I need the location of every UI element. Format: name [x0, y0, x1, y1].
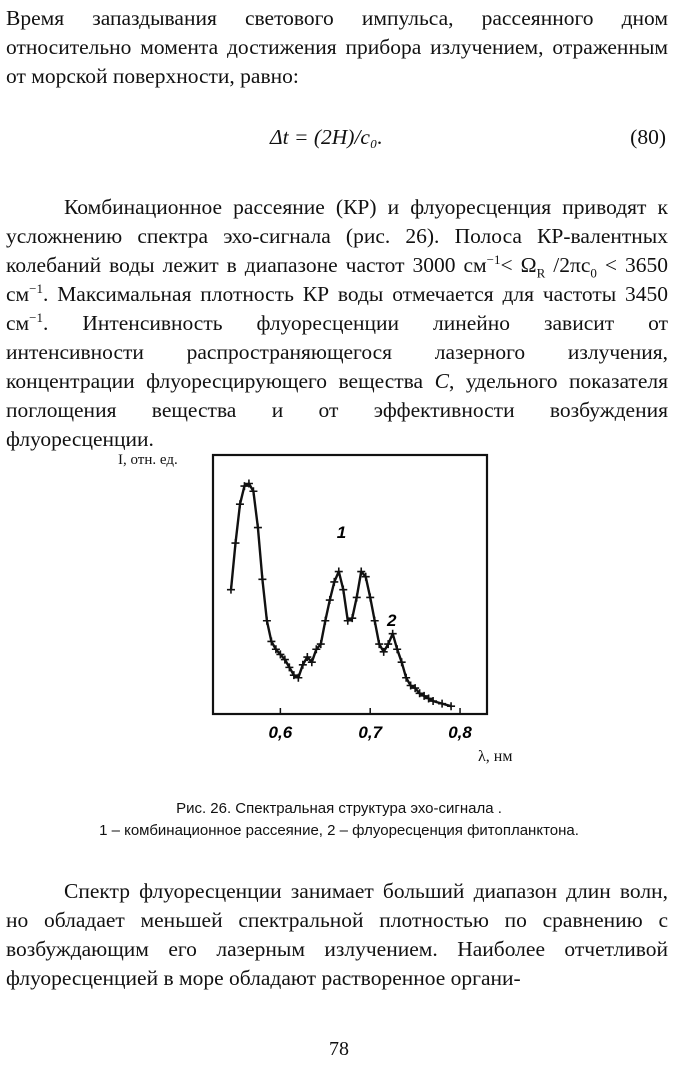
data-point-marker — [231, 539, 239, 547]
data-point-marker — [227, 586, 235, 594]
data-point-marker — [321, 617, 329, 625]
paragraph-3: Спектр флуоресценции занимает больший диапазон длин волн, но обладает меньшей спектральной плотностью по сравнению с возбуждающим его лазерным излучением. Наиболее отчетливой флуоресценцией в море обладают растворенное органи- — [6, 879, 668, 990]
chart-x-axis-label: λ, нм — [478, 748, 513, 765]
data-point-marker — [326, 596, 334, 604]
p2-part-a: Комбинационное рассеяние (КР) и флуоресценция приводят к усложнению спектра эхо-сигнала (рис. 26). Полоса КР-валентных колебаний воды лежит в диапазоне частот 3000 см — [6, 195, 668, 277]
p2-part-e: . Максимальная плотность КР воды отмечается для частоты 3450 см — [6, 282, 668, 335]
chart-marker-group — [227, 479, 455, 710]
data-point-marker — [254, 524, 262, 532]
data-point-marker — [398, 658, 406, 666]
peak-annotation-label: 2 — [387, 610, 397, 630]
p2-sup-3: −1 — [29, 309, 43, 325]
p2-sub-1: R — [536, 265, 546, 281]
page-number: 78 — [329, 1038, 349, 1060]
chart-line-group — [231, 484, 451, 707]
data-point-marker — [339, 586, 347, 594]
spectrum-chart — [205, 452, 495, 752]
data-point-marker — [330, 578, 338, 586]
chart-y-axis-label: I, отн. ед. — [118, 452, 178, 468]
data-point-marker — [447, 702, 455, 710]
x-tick-label: 0,8 — [448, 723, 472, 742]
figure-caption-legend: 1 – комбинационное рассеяние, 2 – флуоресценция фитопланктона. — [99, 822, 579, 839]
p2-part-f: . Интенсивность флуоресценции линейно зависит от интенсивности распространяющегося лазерного излучения, концентрации флуоресцирующего вещества — [6, 311, 668, 393]
p2-part-d: < 3650 см — [6, 253, 668, 306]
p2-part-c: /2πc — [545, 253, 591, 277]
peak-annotation-label: 1 — [336, 522, 347, 542]
x-tick-label: 0,6 — [268, 723, 293, 742]
data-point-marker — [258, 575, 266, 583]
series-line — [231, 484, 451, 707]
x-tick-label: 0,7 — [358, 723, 383, 742]
data-point-marker — [335, 568, 343, 576]
data-point-marker — [353, 593, 361, 601]
p2-part-g: , удельного показателя поглощения вещества и от эффективности возбуждения флуоресценции. — [6, 369, 668, 451]
figure-caption-title: Рис. 26. Спектральная структура эхо-сигнала . — [176, 800, 502, 817]
data-point-marker — [236, 500, 244, 508]
p2-sup-2: −1 — [29, 280, 43, 296]
equation-number: (80) — [630, 125, 666, 149]
p2-sub-2: 0 — [590, 265, 597, 281]
data-point-marker — [263, 617, 271, 625]
data-point-marker — [438, 700, 446, 708]
equation-text: Δt = (2H)/c₀. — [270, 125, 383, 149]
paragraph-1: Время запаздывания светового импульса, рассеянного дном относительно момента достижения прибора излучением, отраженным от морской поверхности, равно: — [6, 6, 668, 88]
p2-italic-c: С — [434, 369, 449, 393]
data-point-marker — [366, 593, 374, 601]
data-point-marker — [371, 617, 379, 625]
p2-sup-1: −1 — [486, 251, 501, 267]
equation-80 — [0, 125, 678, 155]
p2-part-b: < Ω — [500, 253, 537, 277]
data-point-marker — [389, 630, 397, 638]
paragraph-2 — [6, 193, 668, 454]
data-point-marker — [393, 645, 401, 653]
